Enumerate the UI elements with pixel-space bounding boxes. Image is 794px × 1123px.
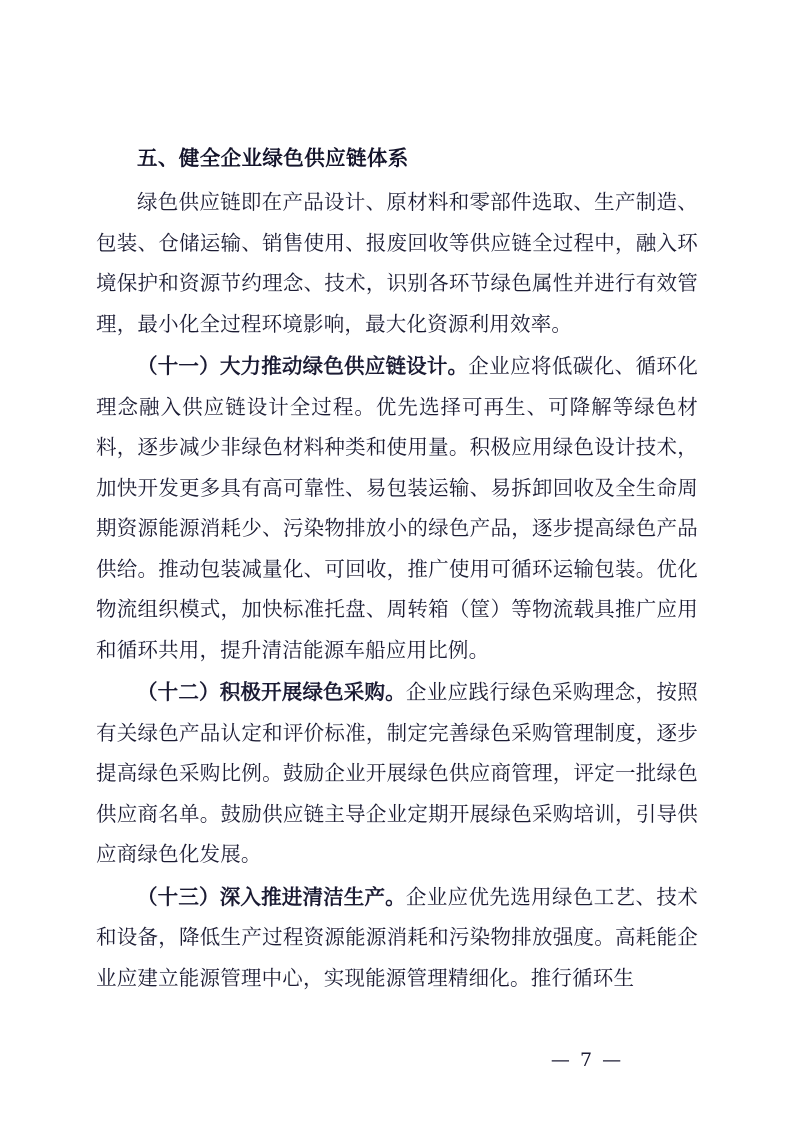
paragraph-item-12-lead: （十二）积极开展绿色采购。: [137, 680, 406, 704]
paragraph-item-11-text: 企业应将低碳化、循环化理念融入供应链设计全过程。优先选择可再生、可降解等绿色材料，逐步减少非绿色材料种类和使用量。积极应用绿色设计技术，加快开发更多具有高可靠性、易包装运输、易拆卸回收及全生命周期资源能源消耗少、污染物排放小的绿色产品，逐步提高绿色产品供给。推动包装减量化、可回收，推广使用可循环运输包装。优化物流组织模式，加快标准托盘、周转箱（筐）等物流载具推广应用和循环共用，提升清洁能源车船应用比例。: [96, 354, 699, 662]
paragraph-intro-text: 绿色供应链即在产品设计、原材料和零部件选取、生产制造、包装、仓储运输、销售使用、报废回收等供应链全过程中，融入环境保护和资源节约理念、技术，识别各环节绿色属性并进行有效管理，最小化全过程环境影响，最大化资源利用效率。: [96, 190, 698, 336]
paragraph-item-13: [96, 877, 698, 999]
page-number: — 7 —: [550, 1049, 624, 1071]
paragraph-item-13-text: 企业应优先选用绿色工艺、技术和设备，降低生产过程资源能源消耗和污染物排放强度。高耗能企业应建立能源管理中心，实现能源管理精细化。推行循环生: [96, 884, 698, 990]
paragraph-item-11-lead: （十一）大力推动绿色供应链设计。: [137, 354, 469, 378]
document-body: [96, 140, 698, 998]
paragraph-item-12-text: 企业应践行绿色采购理念，按照有关绿色产品认定和评价标准，制定完善绿色采购管理制度，逐步提高绿色采购比例。鼓励企业开展绿色供应商管理，评定一批绿色供应商名单。鼓励供应链主导企业定期开展绿色采购培训，引导供应商绿色化发展。: [96, 680, 698, 866]
paragraph-item-13-lead: （十三）深入推进清洁生产。: [137, 884, 406, 909]
paragraph-intro: [96, 182, 698, 344]
section-heading: 五、健全企业绿色供应链体系: [137, 146, 409, 170]
paragraph-item-12: [96, 672, 698, 875]
paragraph-item-11: [96, 346, 698, 670]
